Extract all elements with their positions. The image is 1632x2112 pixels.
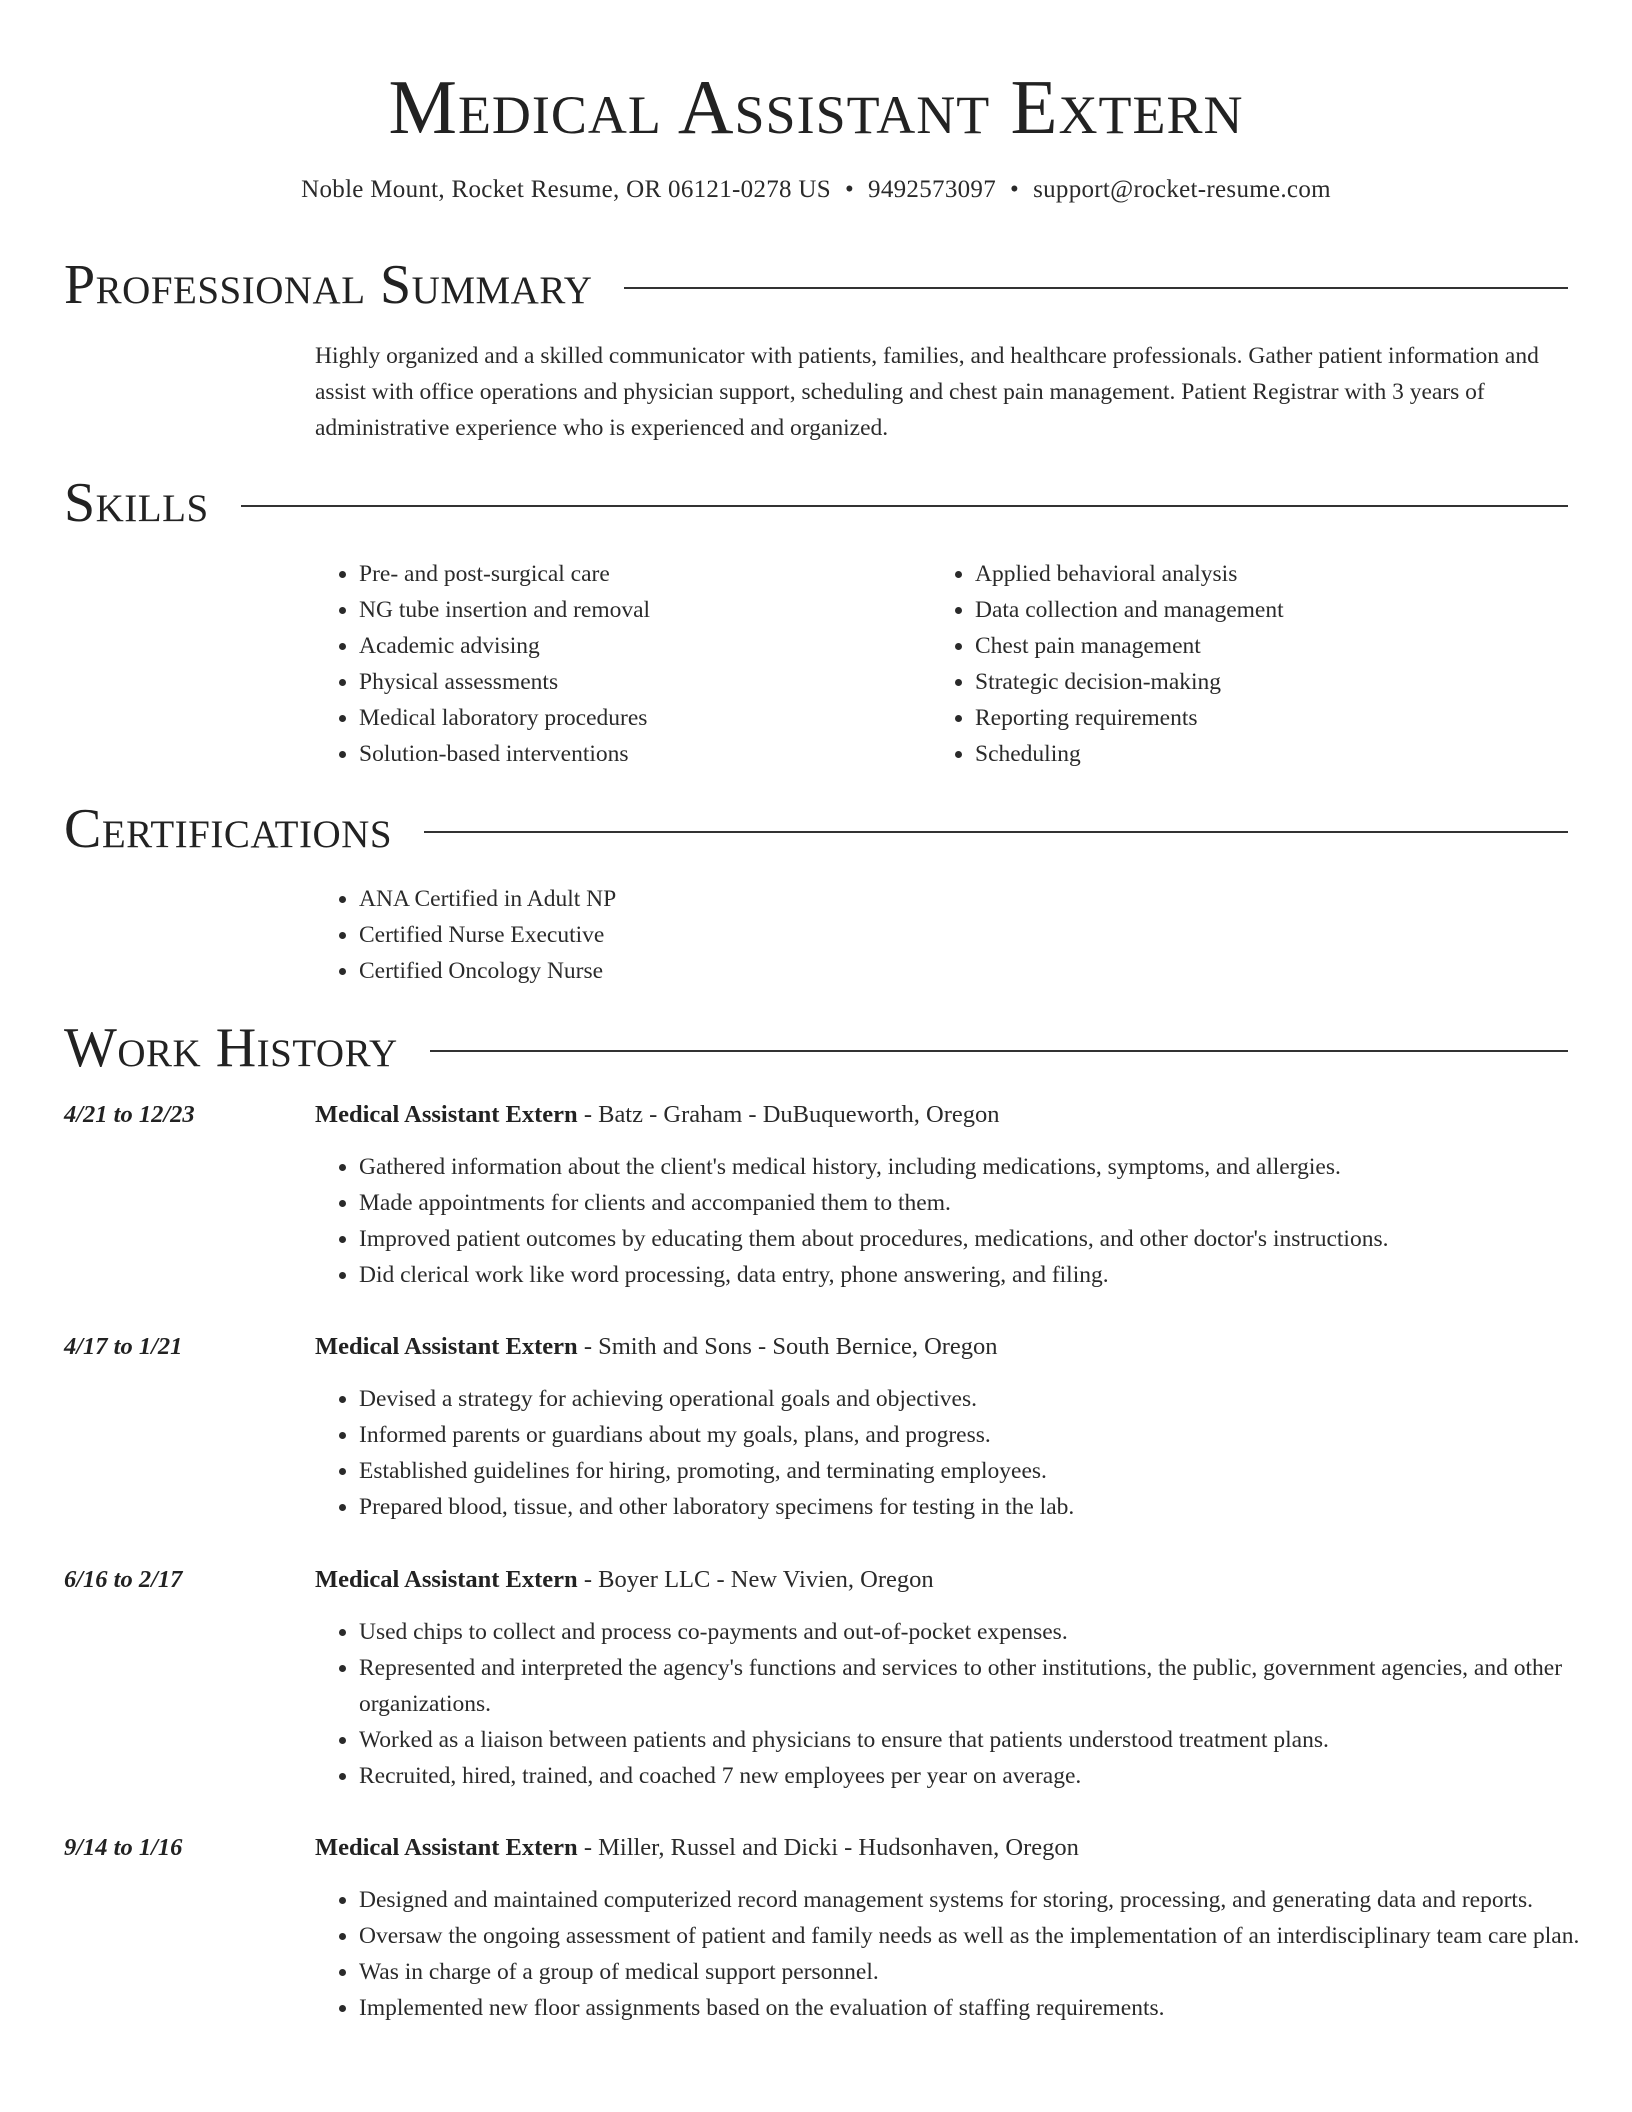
list-item: • Academic advising <box>359 628 650 664</box>
job-dates: 6/16 to 2/17 <box>64 1566 183 1593</box>
job-bullets <box>315 1149 1621 1293</box>
list-item: • Medical laboratory procedures <box>359 700 650 736</box>
job-heading <box>315 1097 1000 1133</box>
contact-address: Noble Mount, Rocket Resume, OR 06121-0278 US <box>301 176 831 203</box>
job-employer-location: - Batz - Graham - DuBuqueworth, Oregon <box>577 1101 1000 1128</box>
certifications-section-header <box>64 796 1568 862</box>
contact-phone: 9492573097 <box>868 176 997 203</box>
skills-section-header <box>64 470 1568 536</box>
certifications-list <box>315 881 616 989</box>
list-item: • Reporting requirements <box>975 700 1284 736</box>
job-role: Medical Assistant Extern <box>315 1566 578 1593</box>
job-bullet: • Represented and interpreted the agency's functions and services to other institutions, the public, government agencies, and other organizations. <box>359 1650 1621 1722</box>
job-employer-location: - Smith and Sons - South Bernice, Oregon <box>577 1333 998 1360</box>
summary-section-header <box>64 252 1568 318</box>
contact-email: support@rocket-resume.com <box>1033 176 1331 203</box>
job-dates: 4/21 to 12/23 <box>64 1101 195 1128</box>
resume-title: Medical Assistant Extern <box>388 64 1244 150</box>
job-bullet: • Devised a strategy for achieving operational goals and objectives. <box>359 1381 1621 1417</box>
list-item: • Scheduling <box>975 736 1284 772</box>
job-employer-location: - Miller, Russel and Dicki - Hudsonhaven, Oregon <box>577 1834 1079 1861</box>
job-heading <box>315 1830 1079 1866</box>
job-bullet: • Established guidelines for hiring, promoting, and terminating employees. <box>359 1453 1621 1489</box>
job-bullet: • Recruited, hired, trained, and coached 7 new employees per year on average. <box>359 1758 1621 1794</box>
job-bullets <box>315 1614 1621 1794</box>
contact-separator: • <box>1010 176 1020 203</box>
skills-heading: Skills <box>64 472 209 534</box>
job-heading <box>315 1329 998 1365</box>
list-item: • Solution-based interventions <box>359 736 650 772</box>
job-role: Medical Assistant Extern <box>315 1101 578 1128</box>
job-dates: 4/17 to 1/21 <box>64 1333 183 1360</box>
job-bullet: • Improved patient outcomes by educating them about procedures, medications, and other doctor's instructions. <box>359 1221 1621 1257</box>
list-item: • Pre- and post-surgical care <box>359 556 650 592</box>
section-divider <box>241 505 1568 507</box>
job-bullet: • Used chips to collect and process co-payments and out-of-pocket expenses. <box>359 1614 1621 1650</box>
job-bullet: • Prepared blood, tissue, and other laboratory specimens for testing in the lab. <box>359 1489 1621 1525</box>
work-history-section-header <box>64 1015 1568 1081</box>
section-divider <box>424 831 1568 833</box>
job-bullet: • Implemented new floor assignments based on the evaluation of staffing requirements. <box>359 1990 1621 2026</box>
job-bullet: • Gathered information about the client's medical history, including medications, symptoms, and allergies. <box>359 1149 1621 1185</box>
contact-line <box>0 173 1632 207</box>
job-bullet: • Made appointments for clients and accompanied them to them. <box>359 1185 1621 1221</box>
job-heading <box>315 1562 934 1598</box>
skills-list-right <box>931 556 1284 772</box>
job-bullet: • Was in charge of a group of medical support personnel. <box>359 1954 1621 1990</box>
skills-list-left <box>315 556 650 772</box>
section-divider <box>624 287 1568 289</box>
job-role: Medical Assistant Extern <box>315 1333 578 1360</box>
list-item: • Chest pain management <box>975 628 1284 664</box>
list-item: • Physical assessments <box>359 664 650 700</box>
list-item: • NG tube insertion and removal <box>359 592 650 628</box>
job-bullets <box>315 1882 1621 2026</box>
list-item: • Strategic decision-making <box>975 664 1284 700</box>
job-bullet: • Oversaw the ongoing assessment of patient and family needs as well as the implementation of an interdisciplinary team care plan. <box>359 1918 1621 1954</box>
list-item: • Certified Oncology Nurse <box>359 953 616 989</box>
job-dates: 9/14 to 1/16 <box>64 1834 183 1861</box>
job-role: Medical Assistant Extern <box>315 1834 578 1861</box>
job-bullet: • Did clerical work like word processing, data entry, phone answering, and filing. <box>359 1257 1621 1293</box>
section-divider <box>430 1050 1568 1052</box>
contact-separator: • <box>844 176 855 203</box>
certifications-heading: Certifications <box>64 798 393 860</box>
list-item: • ANA Certified in Adult NP <box>359 881 616 917</box>
job-bullet: • Worked as a liaison between patients and physicians to ensure that patients understood treatment plans. <box>359 1722 1621 1758</box>
list-item: • Applied behavioral analysis <box>975 556 1284 592</box>
work-history-heading: Work History <box>64 1017 398 1079</box>
job-bullet: • Informed parents or guardians about my goals, plans, and progress. <box>359 1417 1621 1453</box>
summary-text: Highly organized and a skilled communicator with patients, families, and healthcare professionals. Gather patient information and assist with office operations and physician support, scheduling and chest pain management. Patient Registrar with 3 years of administrative experience who is experienced and organized. <box>315 343 1539 441</box>
job-bullet: • Designed and maintained computerized record management systems for storing, processing, and generating data and reports. <box>359 1882 1621 1918</box>
job-bullets <box>315 1381 1621 1525</box>
summary-heading: Professional Summary <box>64 254 593 316</box>
list-item: • Certified Nurse Executive <box>359 917 616 953</box>
list-item: • Data collection and management <box>975 592 1284 628</box>
job-employer-location: - Boyer LLC - New Vivien, Oregon <box>577 1566 934 1593</box>
